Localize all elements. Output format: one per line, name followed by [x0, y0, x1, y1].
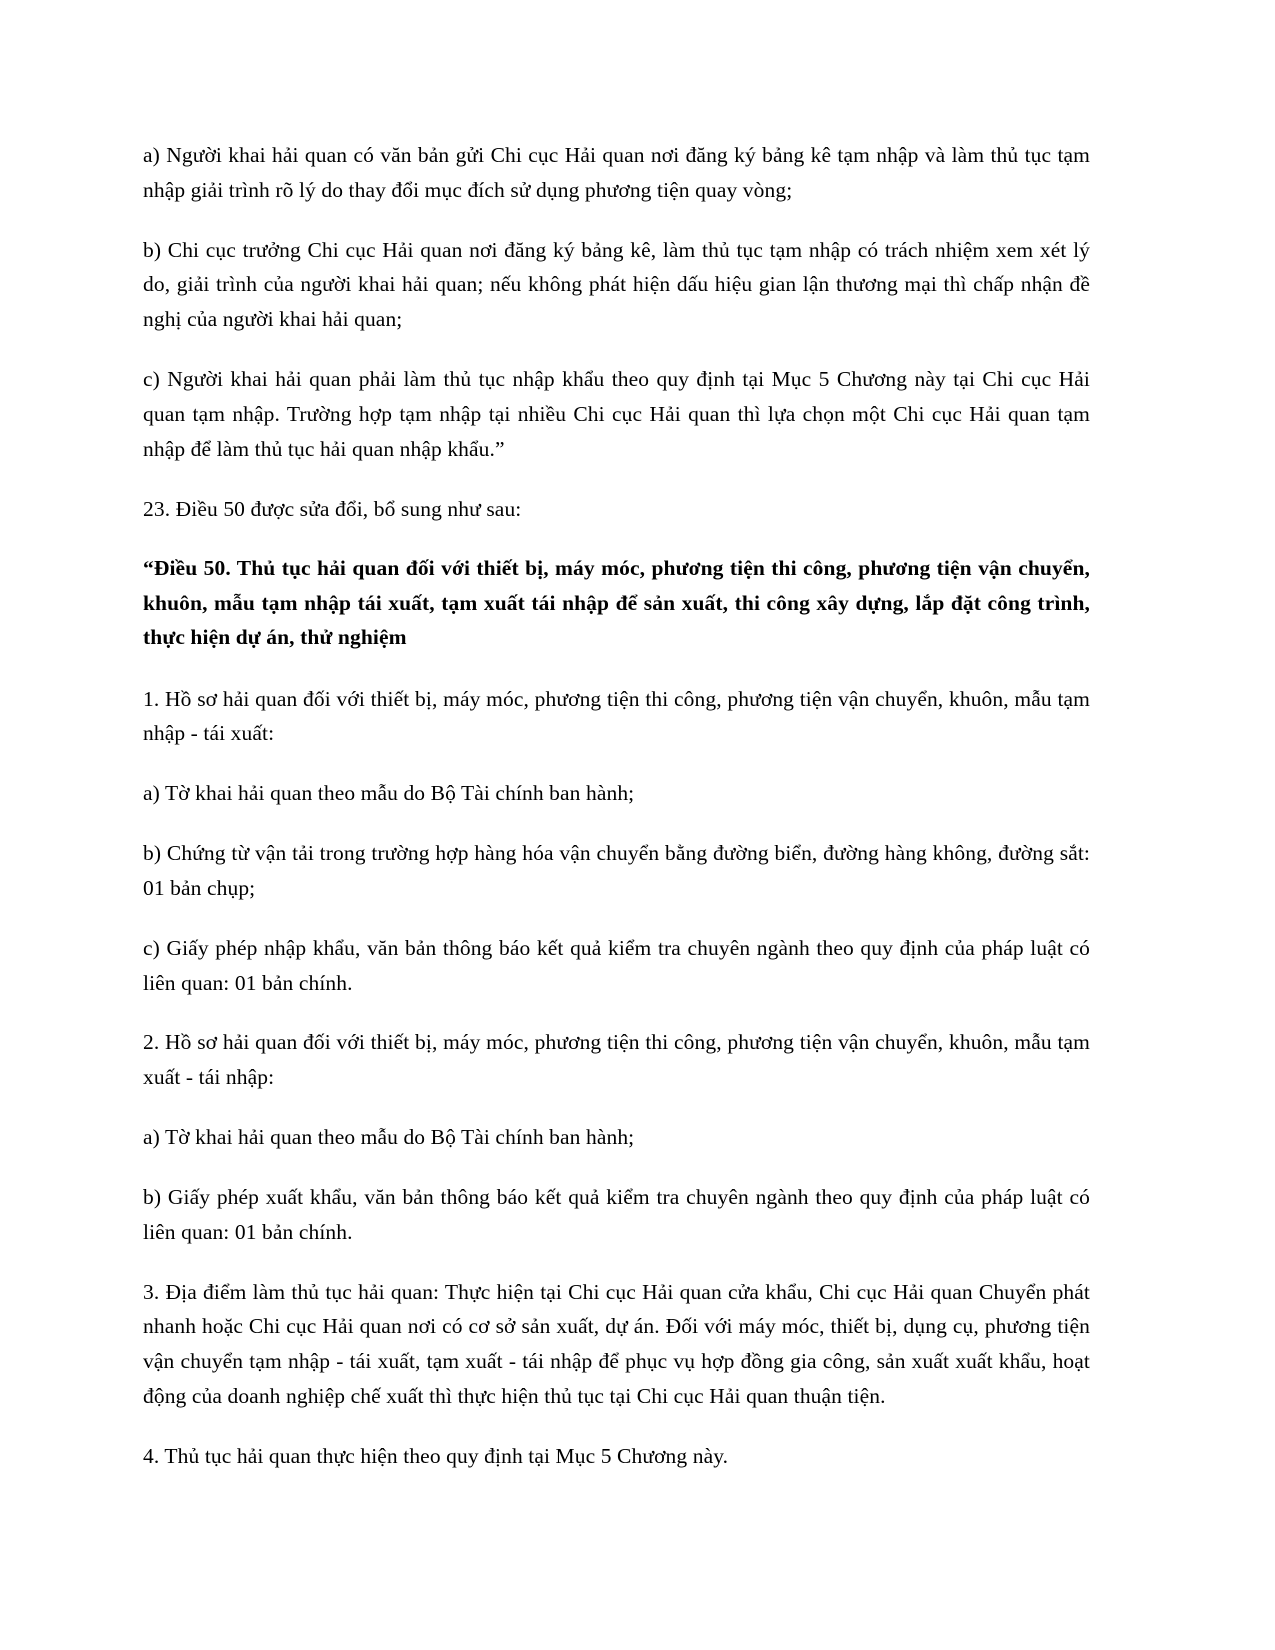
- paragraph-clause-4-thu-tuc: 4. Thủ tục hải quan thực hiện theo quy định tại Mục 5 Chương này.: [143, 1443, 729, 1468]
- paragraph-item-b-chi-cuc-truong: b) Chi cục trưởng Chi cục Hải quan nơi đăng ký bảng kê, làm thủ tục tạm nhập có trách nhiệm xem xét lý do, giải trình của người khai hải quan; nếu không phát hiện dấu hiệu gian lận thương mại thì chấp nhận đề nghị của người khai hải quan;: [143, 237, 1090, 332]
- paragraph-clause-2-ho-so-tam-xuat: 2. Hồ sơ hải quan đối với thiết bị, máy móc, phương tiện thi công, phương tiện vận chuyển, khuôn, mẫu tạm xuất - tái nhập:: [143, 1030, 1090, 1090]
- paragraph-clause-1-ho-so-tam-nhap: 1. Hồ sơ hải quan đối với thiết bị, máy móc, phương tiện thi công, phương tiện vận chuyển, khuôn, mẫu tạm nhập - tái xuất:: [143, 686, 1090, 746]
- paragraph-clause-1-item-b: b) Chứng từ vận tải trong trường hợp hàng hóa vận chuyển bằng đường biển, đường hàng không, đường sắt: 01 bản chụp;: [143, 841, 1090, 900]
- paragraph-clause-3-dia-diem: 3. Địa điểm làm thủ tục hải quan: Thực hiện tại Chi cục Hải quan cửa khẩu, Chi cục Hải quan Chuyển phát nhanh hoặc Chi cục Hải quan nơi có cơ sở sản xuất, dự án. Đối với máy móc, thiết bị, dụng cụ, phương tiện vận chuyển tạm nhập - tái xuất, tạm xuất - tái nhập để phục vụ hợp đồng gia công, sản xuất xuất khẩu, hoạt động của doanh nghiệp chế xuất thì thực hiện thủ tục tại Chi cục Hải quan thuận tiện.: [143, 1279, 1090, 1409]
- paragraph-clause-2-item-b: b) Giấy phép xuất khẩu, văn bản thông báo kết quả kiểm tra chuyên ngành theo quy định của pháp luật có liên quan: 01 bản chính.: [143, 1184, 1090, 1244]
- paragraph-clause-1-item-a: a) Tờ khai hải quan theo mẫu do Bộ Tài chính ban hành;: [143, 781, 635, 806]
- paragraph-clause-23-intro: 23. Điều 50 được sửa đổi, bổ sung như sau:: [143, 496, 522, 521]
- paragraph-clause-1-item-c: c) Giấy phép nhập khẩu, văn bản thông báo kết quả kiểm tra chuyên ngành theo quy định của pháp luật có liên quan: 01 bản chính.: [143, 935, 1090, 995]
- paragraph-clause-2-item-a: a) Tờ khai hải quan theo mẫu do Bộ Tài chính ban hành;: [143, 1125, 635, 1150]
- paragraph-item-c-nguoi-khai-nhap-khau: c) Người khai hải quan phải làm thủ tục nhập khẩu theo quy định tại Mục 5 Chương này tại Chi cục Hải quan tạm nhập. Trường hợp tạm nhập tại nhiều Chi cục Hải quan thì lựa chọn một Chi cục Hải quan tạm nhập để làm thủ tục hải quan nhập khẩu.”: [143, 367, 1090, 461]
- document-body: [143, 138, 1090, 1474]
- paragraph-item-a-nguoi-khai: a) Người khai hải quan có văn bản gửi Chi cục Hải quan nơi đăng ký bảng kê tạm nhập và làm thủ tục tạm nhập giải trình rõ lý do thay đổi mục đích sử dụng phương tiện quay vòng;: [143, 143, 1090, 202]
- heading-dieu-50: “Điều 50. Thủ tục hải quan đối với thiết bị, máy móc, phương tiện thi công, phương tiện vận chuyển, khuôn, mẫu tạm nhập tái xuất, tạm xuất tái nhập để sản xuất, thi công xây dựng, lắp đặt công trình, thực hiện dự án, thử nghiệm: [143, 556, 1090, 650]
